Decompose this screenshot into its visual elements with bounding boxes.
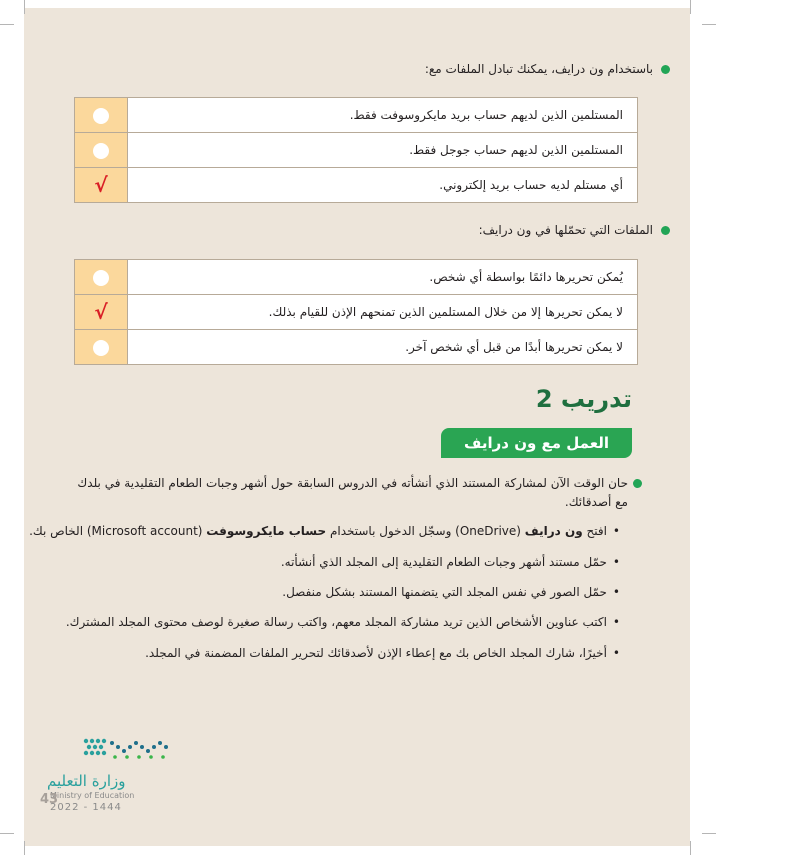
bullet-icon: • <box>612 646 620 660</box>
question-1-text: باستخدام ون درايف، يمكنك تبادل الملفات مع: <box>424 62 653 76</box>
answer-cell[interactable] <box>75 133 128 168</box>
option-row[interactable] <box>75 133 638 168</box>
option-row[interactable] <box>75 330 638 365</box>
crop-mark <box>690 0 691 14</box>
crop-mark <box>702 24 716 25</box>
empty-circle-icon[interactable] <box>93 143 109 159</box>
step-text: أخيرًا، شارك المجلد الخاص بك مع إعطاء الإذن لأصدقائك لتحرير الملفات المضمنة في المجلد. <box>145 646 607 660</box>
step-bold-text: حساب مايكروسوفت <box>206 524 327 538</box>
option-text: يُمكن تحريرها دائمًا بواسطة أي شخص. <box>128 260 638 295</box>
step-text: (Microsoft account) الخاص بك. <box>29 524 207 538</box>
crop-mark <box>0 24 14 25</box>
step-text: حمّل الصور في نفس المجلد التي يتضمنها المستند بشكل منفصل. <box>282 585 607 599</box>
exercise-intro-text: حان الوقت الآن لمشاركة المستند الذي أنشأته في الدروس السابقة حول أشهر وجبات الطعام التقليدية في بلدك مع أصدقائك. <box>77 476 628 509</box>
bullet-icon: • <box>612 555 620 569</box>
question-2 <box>479 223 670 237</box>
step-item <box>29 524 620 538</box>
bullet-dot-icon <box>661 65 670 74</box>
empty-circle-icon[interactable] <box>93 340 109 356</box>
option-text: المستلمين الذين لديهم حساب بريد مايكروسوفت فقط. <box>128 98 638 133</box>
exercise-title: تدريب 2 <box>535 385 632 413</box>
bullet-icon: • <box>612 585 620 599</box>
step-item <box>66 615 620 629</box>
ministry-name-ar: وزارة التعليم <box>47 772 126 790</box>
step-text: (OneDrive) وسجّل الدخول باستخدام <box>326 524 525 538</box>
crop-mark <box>690 841 691 855</box>
option-text: لا يمكن تحريرها إلا من خلال المستلمين الذين تمنحهم الإذن للقيام بذلك. <box>128 295 638 330</box>
options-table-2 <box>74 259 638 365</box>
page-number: 43 <box>40 792 59 807</box>
empty-circle-icon[interactable] <box>93 108 109 124</box>
option-text: المستلمين الذين لديهم حساب جوجل فقط. <box>128 133 638 168</box>
bullet-dot-icon <box>633 479 642 488</box>
ministry-logo-icon <box>80 735 172 763</box>
question-2-text: الملفات التي تحمّلها في ون درايف: <box>478 223 653 237</box>
option-text: أي مستلم لديه حساب بريد إلكتروني. <box>128 168 638 203</box>
crop-mark <box>24 0 25 14</box>
exercise-banner: العمل مع ون درايف <box>441 428 632 458</box>
check-mark-icon[interactable]: √ <box>94 300 108 325</box>
ministry-name-en: Ministry of Education <box>50 791 135 800</box>
edition-year: 2022 - 1444 <box>50 802 122 813</box>
question-1 <box>425 62 670 76</box>
crop-mark <box>702 833 716 834</box>
step-text: افتح <box>582 524 607 538</box>
answer-cell[interactable] <box>75 295 128 330</box>
bullet-dot-icon <box>661 226 670 235</box>
option-row[interactable] <box>75 260 638 295</box>
step-text: اكتب عناوين الأشخاص الذين تريد مشاركة المجلد معهم، واكتب رسالة صغيرة لوصف محتوى المجلد المشترك. <box>65 615 607 629</box>
crop-mark <box>0 833 14 834</box>
exercise-intro <box>74 474 628 512</box>
check-mark-icon[interactable]: √ <box>94 173 108 198</box>
crop-mark <box>24 841 25 855</box>
step-text: حمّل مستند أشهر وجبات الطعام التقليدية إلى المجلد الذي أنشأته. <box>280 555 607 569</box>
step-bold-text: ون درايف <box>524 524 583 538</box>
step-item <box>282 585 620 599</box>
step-item <box>145 646 620 660</box>
answer-cell[interactable] <box>75 98 128 133</box>
option-row[interactable] <box>75 168 638 203</box>
option-row[interactable] <box>75 98 638 133</box>
answer-cell[interactable] <box>75 168 128 203</box>
empty-circle-icon[interactable] <box>93 270 109 286</box>
option-text: لا يمكن تحريرها أبدًا من قبل أي شخص آخر. <box>128 330 638 365</box>
options-table-1 <box>74 97 638 203</box>
bullet-icon: • <box>612 524 620 538</box>
answer-cell[interactable] <box>75 260 128 295</box>
step-item <box>281 555 620 569</box>
bullet-icon: • <box>612 615 620 629</box>
answer-cell[interactable] <box>75 330 128 365</box>
option-row[interactable] <box>75 295 638 330</box>
